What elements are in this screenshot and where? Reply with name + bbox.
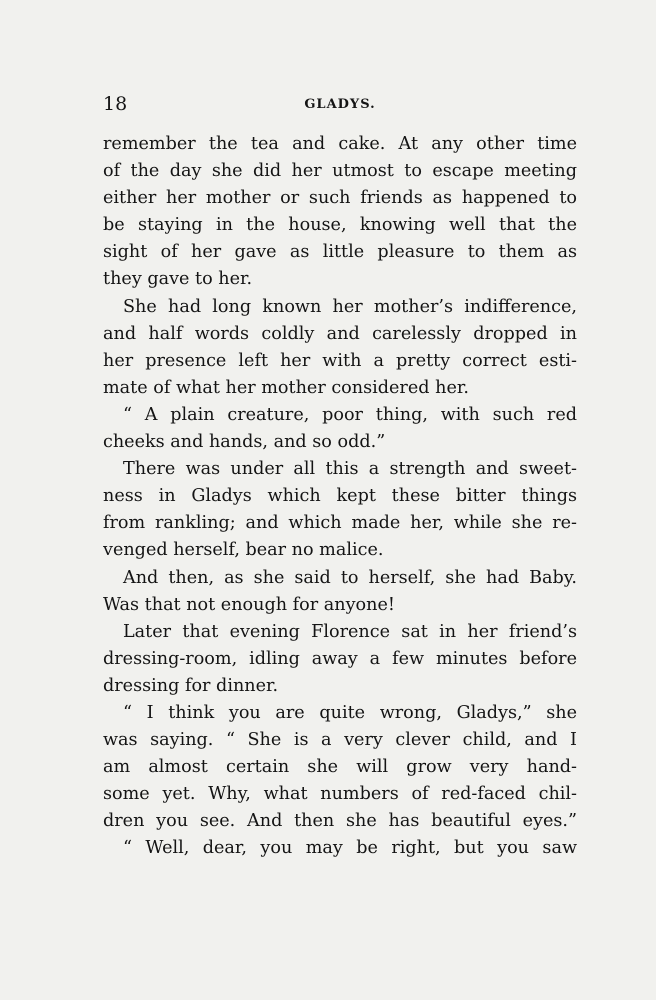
text-line: sight of her gave as little pleasure to them as [103, 242, 577, 263]
text-line: and half words coldly and carelessly dropped in [103, 323, 577, 344]
text-line: She had long known her mother’s indifference, [123, 296, 577, 317]
text-line: they gave to her. [103, 269, 253, 290]
text-line: cheeks and hands, and so odd.” [103, 432, 386, 453]
page-header [103, 93, 577, 117]
text-line: Was that not enough for anyone! [103, 594, 395, 615]
text-line: her presence left her with a pretty correct esti- [103, 350, 577, 371]
text-line: some yet. Why, what numbers of red-faced chil- [103, 784, 577, 805]
text-line: either her mother or such friends as happened to [103, 188, 577, 209]
text-line: “ A plain creature, poor thing, with such red [123, 404, 577, 425]
text-line: remember the tea and cake. At any other time [103, 134, 577, 154]
text-line: There was under all this a strength and sweet- [123, 459, 577, 480]
text-line: “ Well, dear, you may be right, but you saw [123, 838, 577, 859]
text-line: dressing-room, idling away a few minutes before [103, 648, 577, 669]
text-line: mate of what her mother considered her. [103, 377, 469, 398]
text-line: was saying. “ She is a very clever child, and I [103, 730, 577, 751]
body-text [103, 131, 577, 863]
text-line: ness in Gladys which kept these bitter things [103, 486, 577, 507]
text-line: of the day she did her utmost to escape meeting [103, 161, 577, 182]
page-number: 18 [103, 93, 128, 115]
running-head: GLADYS. [304, 97, 376, 112]
text-line: am almost certain she will grow very hand- [103, 757, 577, 778]
text-line: And then, as she said to herself, she had Baby. [123, 567, 577, 588]
text-line: dressing for dinner. [103, 675, 279, 696]
text-line: from rankling; and which made her, while she re- [103, 513, 577, 534]
text-line: venged herself, bear no malice. [103, 540, 384, 561]
text-line: “ I think you are quite wrong, Gladys,” she [123, 702, 577, 723]
text-line: dren you see. And then she has beautiful eyes.” [103, 811, 577, 832]
text-line: Later that evening Florence sat in her friend’s [123, 621, 577, 642]
text-line: be staying in the house, knowing well that the [103, 215, 577, 236]
